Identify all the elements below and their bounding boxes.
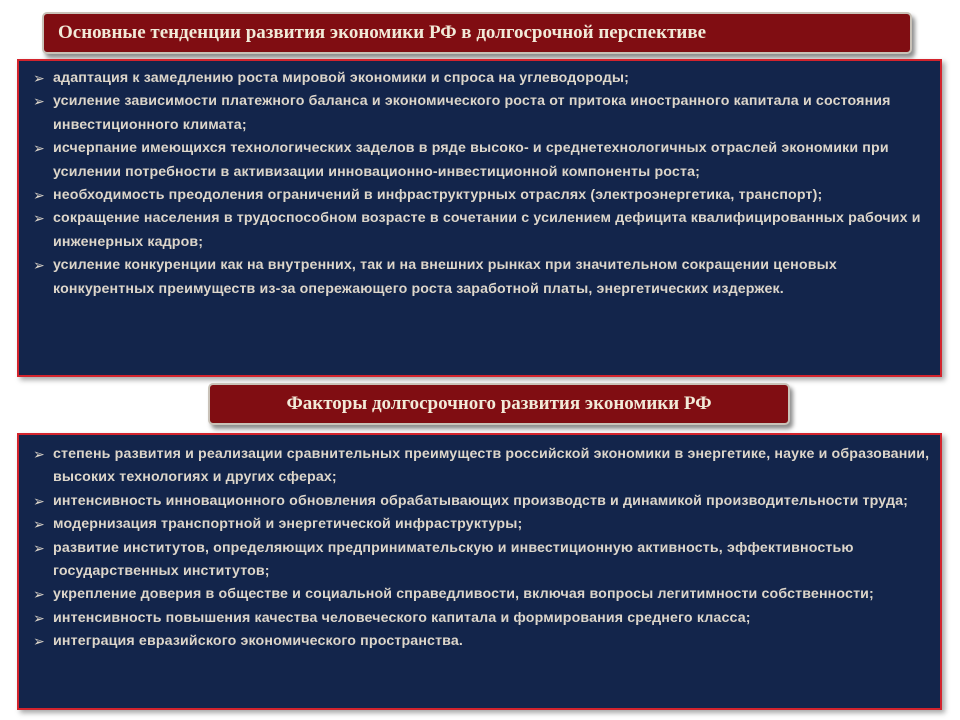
- list-item: [29, 254, 930, 301]
- list-item-text: усиление конкуренции как на внутренних, так и на внешних рынках при значительном сокращении ценовых конкурентных преимуществ из-за опережающего роста заработной платы, энергетических издержек.: [53, 257, 837, 297]
- factors-list: [29, 443, 930, 654]
- trends-list: [29, 67, 930, 301]
- list-item: [29, 443, 930, 490]
- arrow-bullet-icon: ➢: [33, 210, 45, 227]
- list-item: [29, 184, 930, 207]
- list-item-text: адаптация к замедлению роста мировой экономики и спроса на углеводороды;: [53, 70, 629, 86]
- list-item: [29, 67, 930, 90]
- list-item-text: степень развития и реализации сравнительных преимуществ российской экономики в энергетике, науке и образовании, высоких технологиях и других сферах;: [53, 446, 930, 486]
- list-item: [29, 137, 930, 184]
- list-item: [29, 90, 930, 137]
- section-1-title: [42, 12, 912, 54]
- list-item-text: укрепление доверия в обществе и социальной справедливости, включая вопросы легитимности собственности;: [53, 586, 874, 603]
- section-2-title-text: Факторы долгосрочного развития экономики РФ: [286, 393, 712, 414]
- list-item-text: исчерпание имеющихся технологических заделов в ряде высоко- и среднетехнологичных отраслей экономики при усилении потребности в активизации инновационно-инвестиционной компоненты роста;: [53, 140, 889, 180]
- list-item-text: развитие институтов, определяющих предпринимательскую и инвестиционную активность, эффективностью государственных институтов;: [53, 539, 854, 580]
- arrow-bullet-icon: ➢: [33, 93, 45, 110]
- list-item: [29, 583, 930, 606]
- arrow-bullet-icon: ➢: [33, 257, 45, 274]
- list-item: [29, 207, 930, 254]
- section-2-title: [208, 383, 790, 425]
- list-item-text: модернизация транспортной и энергетической инфраструктуры;: [53, 516, 523, 533]
- arrow-bullet-icon: ➢: [33, 492, 45, 509]
- arrow-bullet-icon: ➢: [33, 633, 45, 650]
- list-item-text: необходимость преодоления ограничений в инфраструктурных отраслях (электроэнергетика, транспорт);: [53, 187, 823, 204]
- arrow-bullet-icon: ➢: [33, 446, 45, 462]
- arrow-bullet-icon: ➢: [33, 187, 45, 204]
- list-item-text: сокращение населения в трудоспособном возрасте в сочетании с усилением дефицита квалифицированных рабочих и инженерных кадров;: [53, 210, 921, 250]
- arrow-bullet-icon: ➢: [33, 609, 45, 626]
- list-item: [29, 490, 930, 513]
- trends-panel: [17, 59, 942, 377]
- list-item: [29, 607, 930, 630]
- factors-panel: [17, 433, 942, 710]
- arrow-bullet-icon: ➢: [33, 516, 45, 533]
- list-item-text: интеграция евразийского экономического пространства.: [53, 633, 464, 650]
- list-item: [29, 513, 930, 536]
- arrow-bullet-icon: ➢: [33, 539, 45, 556]
- arrow-bullet-icon: ➢: [33, 586, 45, 603]
- list-item-text: усиление зависимости платежного баланса и экономического роста от притока иностранного капитала и состояния инвестиционного климата;: [53, 93, 891, 133]
- arrow-bullet-icon: ➢: [33, 70, 45, 86]
- list-item-text: интенсивность повышения качества человеческого капитала и формирования среднего класса;: [53, 609, 751, 626]
- list-item-text: интенсивность инновационного обновления обрабатывающих производств и динамикой производительности труда;: [53, 492, 909, 509]
- list-item: [29, 630, 930, 653]
- arrow-bullet-icon: ➢: [33, 140, 45, 157]
- section-1-title-text: Основные тенденции развития экономики РФ в долгосрочной перспективе: [58, 22, 707, 43]
- list-item: [29, 537, 930, 584]
